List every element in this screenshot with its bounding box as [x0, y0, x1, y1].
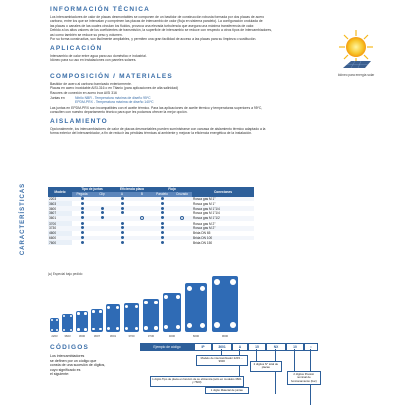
plate-port-icon: [84, 312, 87, 315]
plate-label: 2203: [48, 334, 61, 338]
filled-dot-icon: [121, 202, 124, 205]
filled-dot-icon: [121, 226, 124, 229]
subheader-cruzado: Cruzado: [172, 192, 192, 197]
cell-connection: Rosca gas M 1": [192, 197, 254, 202]
optional-dot-icon: [180, 216, 184, 220]
info-line: así como también se reduce su peso y volumen.: [50, 33, 370, 37]
subheader-pegada: Pegada: [72, 192, 92, 197]
filled-dot-icon: [81, 207, 84, 210]
filled-dot-icon: [101, 211, 104, 214]
juntas-item: EPDM-PRX - Temperatura máxima de diseño 140ºC: [75, 100, 275, 104]
codigos-intro-line: Los intercambiadores: [50, 354, 125, 359]
plate-port-icon: [84, 328, 87, 331]
note-junta: 1 dígito Material de juntas: [205, 387, 249, 394]
plate-port-icon: [200, 286, 205, 291]
aislamiento-line: Opcionalmente, los intercambiadores de calor de placas desmontables pueden suministrarse con carcasa de aislamiento térmico adaptado a la: [50, 127, 370, 131]
plate-image: [212, 276, 238, 332]
codigos-intro-line: consta de una sucesión de dígitos,: [50, 363, 125, 368]
info-line: Los intercambiadores de calor de placas desmontables se componen de un bastidor de construcción robusta formada por dos placas de acero: [50, 15, 370, 19]
filled-dot-icon: [161, 231, 164, 234]
plate-port-icon: [70, 315, 72, 317]
plate-port-icon: [176, 295, 180, 299]
plate-port-icon: [230, 279, 236, 285]
aislamiento-text: [50, 127, 370, 136]
juntas-list: [75, 96, 275, 105]
filled-dot-icon: [81, 236, 84, 239]
cell-mark: [92, 240, 112, 245]
juntas-item: Nitrilo NBR - Temperatura máxima de diseño 95ºC: [75, 96, 275, 100]
cell-connection: Rosca gas M 1"1/4: [192, 206, 254, 211]
plate-port-icon: [77, 312, 80, 315]
plate-port-icon: [176, 325, 180, 329]
filled-dot-icon: [161, 241, 164, 244]
composicion-after: [50, 106, 370, 115]
plate-port-icon: [99, 328, 102, 331]
composicion-line: Racores de conexión en acero inox AISI 316: [50, 91, 310, 95]
note-model: Modelo de intercambiador 2203 ... 9600: [196, 355, 248, 366]
plate-port-icon: [107, 306, 110, 309]
plate-image: [143, 299, 159, 332]
codigos-intro-line: se definen por un código que: [50, 359, 125, 364]
cell-model: 3700: [48, 221, 72, 226]
filled-dot-icon: [121, 236, 124, 239]
aplicacion-text: [50, 54, 300, 63]
codigos-title: CÓDIGOS: [50, 344, 89, 351]
cell-connection: Rosca gas M 1"1/4: [192, 211, 254, 216]
code-part-material: NX: [266, 343, 286, 351]
plate-port-icon: [214, 322, 220, 328]
codigos-intro-line: el siguiente:: [50, 372, 125, 377]
plate-label: 3600: [74, 334, 90, 338]
filled-dot-icon: [161, 197, 164, 200]
composicion-after-line: consulten con nuestro departamento técnico para que les podamos ofrecer la mejor opción.: [50, 110, 370, 114]
filled-dot-icon: [161, 226, 164, 229]
filled-dot-icon: [161, 216, 164, 219]
aplicacion-line: Idóneo para su uso en instalaciones con paneles solares.: [50, 58, 300, 62]
note-plates: 2 dígitos N° total de placas: [250, 361, 282, 372]
plate-port-icon: [63, 329, 65, 331]
filled-dot-icon: [101, 207, 104, 210]
plate-image: [91, 309, 103, 332]
plate-image: [62, 314, 73, 332]
composicion-line: Bastidor de acero al carbono barnizado exteriormente.: [50, 82, 310, 86]
filled-dot-icon: [81, 211, 84, 214]
codigos-intro: [50, 354, 125, 377]
aplicacion-line: Intercambio de calor entre agua para uso doméstico e industrial.: [50, 54, 300, 58]
cell-connection: Rosca gas M 1": [192, 201, 254, 206]
cell-mark: [112, 240, 132, 245]
cell-model: 7600: [48, 240, 72, 245]
filled-dot-icon: [81, 241, 84, 244]
plate-port-icon: [125, 327, 128, 330]
cell-connection: Rosca gas M 2": [192, 226, 254, 231]
aislamiento-line: forma exterior del intercambiador, a fin de reducir las pérdidas térmicas al ambiente y mejorar la eficiencia energética de la instalación.: [50, 131, 370, 135]
note-plate-type: 1 dígito Tipo de placa en función de su eficiencia (sólo en modelos 3601 y 7600): [150, 376, 244, 387]
plate-port-icon: [63, 315, 65, 317]
filled-dot-icon: [161, 202, 164, 205]
filled-dot-icon: [161, 211, 164, 214]
filled-dot-icon: [81, 216, 84, 219]
cell-connection: Brida DN 100: [192, 236, 254, 241]
plate-port-icon: [154, 301, 158, 305]
cell-mark: [72, 240, 92, 245]
caracteristicas-side-text: CARACTERÍSTICAS: [20, 183, 26, 255]
plate-port-icon: [107, 327, 110, 330]
info-title: INFORMACIÓN TÉCNICA: [50, 6, 150, 13]
codigos-intro-line: cuyo significado es: [50, 368, 125, 373]
plate-port-icon: [116, 327, 119, 330]
caracteristicas-side-label: [18, 174, 28, 264]
cell-connection: Rosca gas M 2": [192, 221, 254, 226]
plate-port-icon: [92, 328, 95, 331]
characteristics-body: [48, 197, 254, 246]
cell-model: 6600: [48, 236, 72, 241]
cell-connection: Brida DN 65: [192, 231, 254, 236]
plate-port-icon: [70, 329, 72, 331]
header-conexiones: Conexiones: [192, 187, 254, 197]
plate-port-icon: [77, 328, 80, 331]
filled-dot-icon: [121, 231, 124, 234]
cell-model: 3730: [48, 226, 72, 231]
plate-port-icon: [116, 306, 119, 309]
plate-label: 6600: [183, 334, 209, 338]
cell-model: 3603: [48, 201, 72, 206]
cell-model: 3607: [48, 211, 72, 216]
cell-connection: Brida DN 150: [192, 240, 254, 245]
table-row: [48, 240, 254, 245]
cell-connection: Rosca gas M 1"1/2: [192, 216, 254, 221]
filled-dot-icon: [81, 226, 84, 229]
sun-solar-panel-icon: [335, 28, 377, 70]
filled-dot-icon: [101, 216, 104, 219]
filled-dot-icon: [161, 222, 164, 225]
cell-mark: [152, 240, 172, 245]
filled-dot-icon: [81, 197, 84, 200]
filled-dot-icon: [121, 241, 124, 244]
plate-image: [106, 304, 120, 332]
header-modelo: Modelo: [48, 187, 72, 197]
plate-port-icon: [164, 325, 168, 329]
juntas-label: Juntas en: [50, 96, 80, 100]
filled-dot-icon: [121, 211, 124, 214]
code-part-pressure: 10: [286, 343, 304, 351]
composicion-line: Placas en acero inoxidable AISI-316 o en Titanio (para aplicaciones de alta salinidad): [50, 86, 310, 90]
code-part-plates: 15: [248, 343, 266, 351]
plate-label: 3603: [60, 334, 75, 338]
info-line: las placas o canales de las cuales circulan los fluidos, provoca una elevada turbulencia que asegura una máxima transferencia de calor.: [50, 24, 370, 28]
cell-mark: [132, 240, 152, 245]
info-line: Debido a los altos valores de los coeficientes de transmisión, la superficie de intercambio se reduce con respecto a otros tipos de intercambiadores,: [50, 28, 370, 32]
cell-model: 2203: [48, 197, 72, 202]
code-part-model: 3601: [212, 343, 232, 351]
subheader-a: A: [112, 192, 132, 197]
plate-port-icon: [92, 310, 95, 313]
header-eficiencia: Eficiencia placa: [112, 187, 152, 192]
filled-dot-icon: [161, 236, 164, 239]
plate-image: [124, 303, 139, 332]
solar-caption: Idóneo para energía solar: [330, 73, 382, 77]
plate-port-icon: [230, 322, 236, 328]
plate-port-icon: [51, 329, 53, 331]
filled-dot-icon: [81, 231, 84, 234]
subheader-clip: Clip: [92, 192, 112, 197]
filled-dot-icon: [121, 197, 124, 200]
aislamiento-title: AISLAMIENTO: [50, 118, 108, 125]
plate-port-icon: [187, 286, 192, 291]
subheader-paralelo: Paralelo: [152, 192, 172, 197]
plate-port-icon: [56, 329, 58, 331]
plate-port-icon: [154, 326, 158, 330]
plate-label: 3601: [104, 334, 122, 338]
characteristics-table: [48, 187, 254, 245]
optional-dot-icon: [140, 216, 144, 220]
plate-port-icon: [56, 319, 58, 321]
plate-port-icon: [135, 305, 138, 308]
header-flujo: Flujo: [152, 187, 192, 192]
composicion-title: COMPOSICIÓN / MATERIALES: [50, 73, 173, 80]
plate-label: 3700: [122, 334, 141, 338]
plate-label: 3607: [89, 334, 105, 338]
code-part-prefix: IP: [194, 343, 212, 351]
subheader-b: B: [132, 192, 152, 197]
filled-dot-icon: [81, 222, 84, 225]
plate-image: [50, 318, 59, 332]
aplicacion-title: APLICACIÓN: [50, 45, 102, 52]
composicion-text: [50, 82, 310, 95]
info-text: [50, 15, 370, 41]
cell-model: 3600: [48, 206, 72, 211]
plate-port-icon: [200, 323, 205, 328]
plate-image: [163, 293, 181, 332]
filled-dot-icon: [121, 207, 124, 210]
plate-port-icon: [125, 305, 128, 308]
info-line: Por su forma constructiva, son fácilmente ampliables, y permiten una gran facilidad de acceso a las placas para su limpieza o sustitución.: [50, 37, 370, 41]
filled-dot-icon: [121, 222, 124, 225]
filled-dot-icon: [161, 207, 164, 210]
cell-model: 4600: [48, 231, 72, 236]
cell-mark: [172, 240, 192, 245]
code-part-plate-type: A: [232, 343, 248, 351]
plate-port-icon: [51, 319, 53, 321]
composicion-after-line: Las juntas en EPDM-PRX son incompatibles con el aceite térmico. Para las aplicaciones de aceite térmico y temperaturas superiores a 95ºC,: [50, 106, 370, 110]
plate-port-icon: [135, 327, 138, 330]
plate-port-icon: [144, 326, 148, 330]
cell-model: 3601: [48, 216, 72, 221]
plate-port-icon: [214, 279, 220, 285]
plate-label: 3730: [141, 334, 161, 338]
plate-image: [76, 311, 88, 332]
code-example-label: Ejemplo de código: [140, 343, 194, 351]
note-pressure: 2 dígitos Presión nominal de funcionamiento (bar): [287, 371, 321, 385]
plate-port-icon: [164, 295, 168, 299]
plate-label: 4600: [161, 334, 183, 338]
plate-port-icon: [99, 310, 102, 313]
plate-image: [185, 283, 207, 332]
plate-port-icon: [144, 301, 148, 305]
info-line: carbono, entre los que se intercalan y comprimen las placas de intercambio de calor (fluja en sistema paralelo). La configuración ondulada de: [50, 19, 370, 23]
plate-label: 9600: [210, 334, 240, 338]
code-part-extra: •: [304, 343, 318, 351]
table-legend: (●) Especial bajo pedido: [48, 272, 82, 276]
filled-dot-icon: [81, 202, 84, 205]
header-tipo-juntas: Tipo de juntas: [72, 187, 112, 192]
plate-port-icon: [187, 323, 192, 328]
